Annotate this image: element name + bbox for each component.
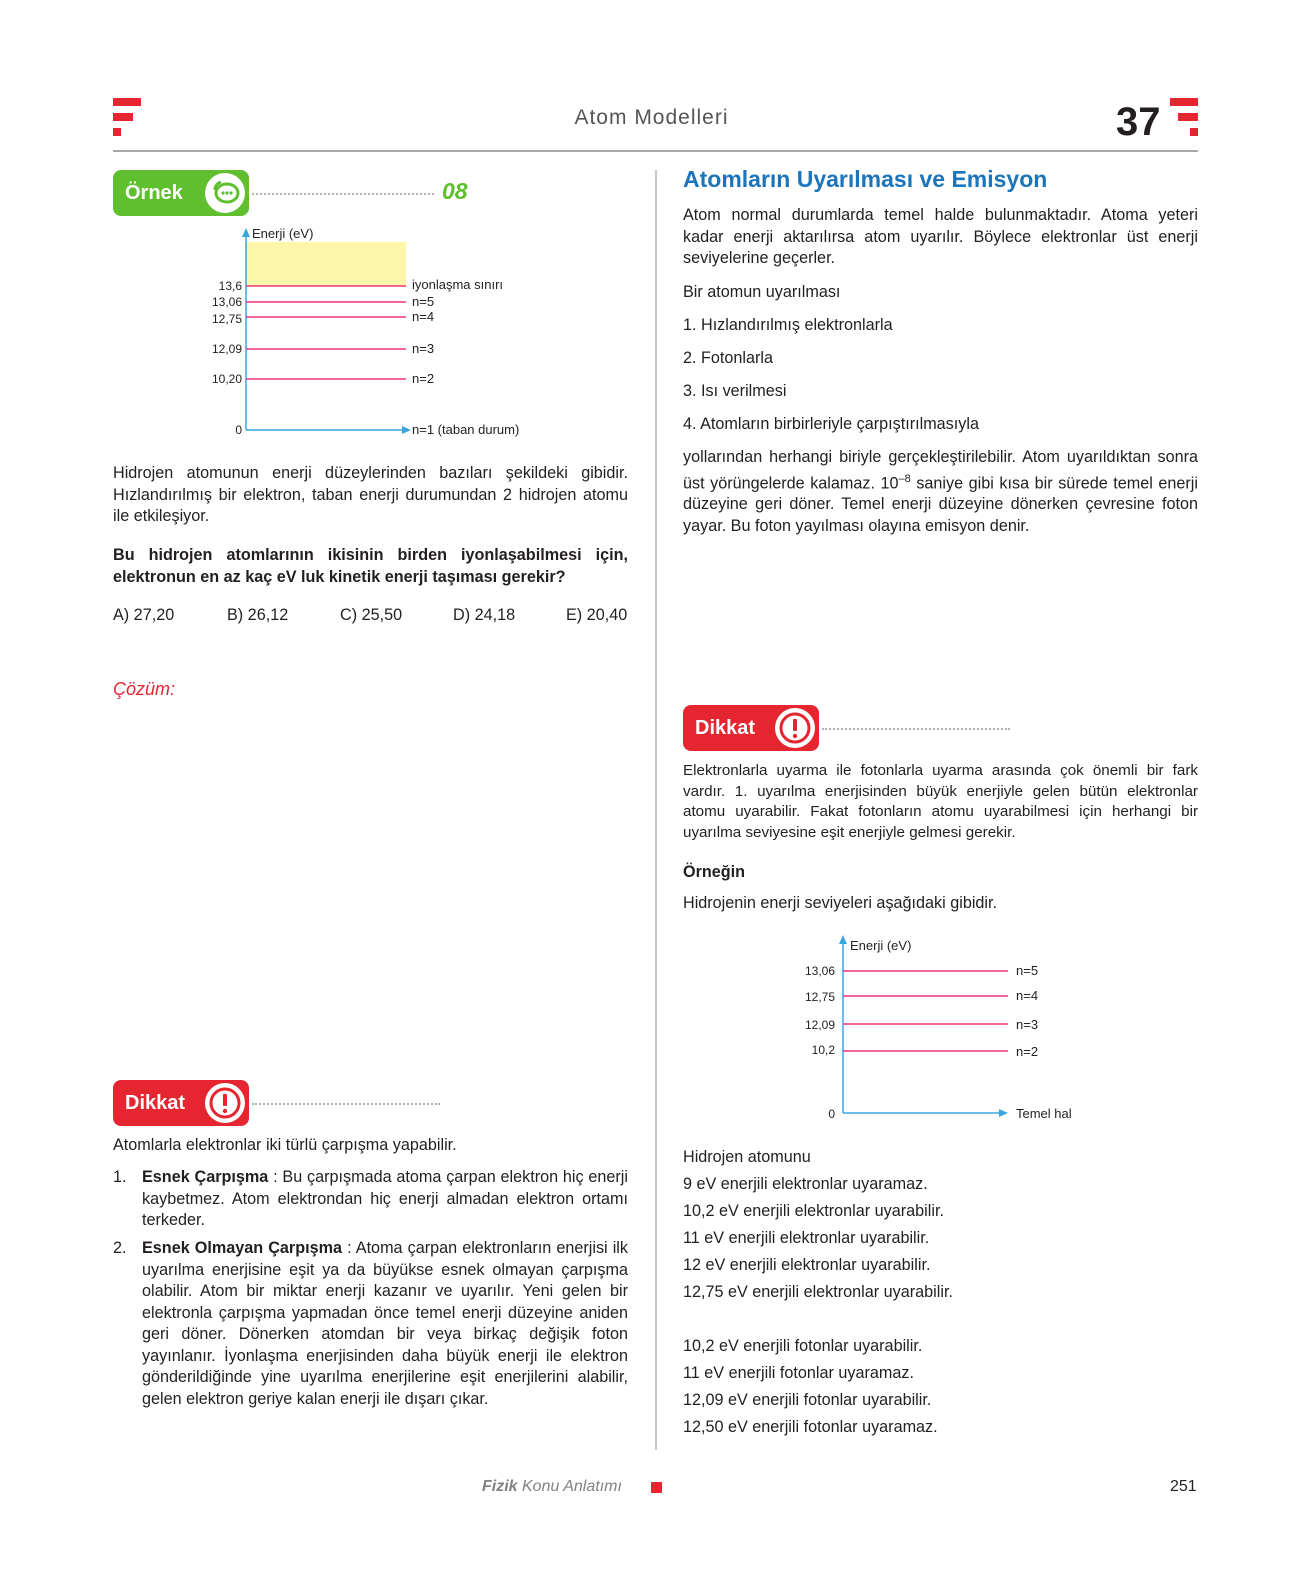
diagram2-axis-label: Enerji (eV) <box>850 938 912 953</box>
exclamation-icon <box>775 708 815 748</box>
level-value: 13,06 <box>804 964 835 978</box>
electron-result: 12,75 eV enerjili elektronlar uyarabilir. <box>683 1283 953 1301</box>
emission-paragraph <box>683 447 1198 537</box>
level-value: 0 <box>235 423 242 437</box>
collision-item-sep: : <box>268 1168 283 1186</box>
photon-result: 12,50 eV enerjili fotonlar uyaramaz. <box>683 1418 938 1436</box>
level-value: 10,20 <box>211 372 242 386</box>
brand-logo-right <box>1170 98 1200 138</box>
photon-result: 10,2 eV enerjili fotonlar uyarabilir. <box>683 1337 923 1355</box>
collision-item-number: 1. <box>113 1168 127 1186</box>
choice-d: D) 24,18 <box>453 606 516 624</box>
emission-text-a: yollarından herhangi biriyle gerçekleştirilebilir. Atom uyarıldıktan sonra üst yörüngelerde kalamaz. 10 <box>683 448 1198 492</box>
example-question: Bu hidrojen atomlarının ikisinin birden iyonlaşabilmesi için, elektronun en az kaç eV luk kinetik enerji taşıması gerekir? <box>113 546 628 586</box>
electron-result: 9 eV enerjili elektronlar uyaramaz. <box>683 1175 928 1193</box>
list-title: Bir atomun uyarılması <box>683 283 841 301</box>
footer-book-title <box>482 1478 622 1496</box>
level-label: n=1 (taban durum) <box>412 422 520 437</box>
example-badge-label: Örnek <box>125 182 183 204</box>
list-item: 1. Hızlandırılmış elektronlarla <box>683 316 893 334</box>
level-row <box>805 963 1038 978</box>
dikkat-badge-left <box>113 1080 249 1126</box>
results-title: Hidrojen atomunu <box>683 1148 811 1166</box>
level-row <box>805 988 1038 1004</box>
list-item: 4. Atomların birbirleriyle çarpıştırılmasıyla <box>683 415 979 433</box>
choice-b: B) 26,12 <box>227 606 289 624</box>
collision-item-text: Bu çarpışmada atoma çarpan elektron hiç enerji kaybetmez. Atom elektrondan hiç enerji almadan elektron ortamı terkeder. <box>142 1168 628 1229</box>
energy-level-diagram-1 <box>190 228 550 448</box>
photon-result: 11 eV enerjili fotonlar uyaramaz. <box>683 1364 914 1382</box>
level-label: n=3 <box>412 341 435 356</box>
electron-result: 10,2 eV enerjili elektronlar uyarabilir. <box>683 1202 944 1220</box>
photon-result: 12,09 eV enerjili fotonlar uyarabilir. <box>683 1391 932 1409</box>
level-label: n=2 <box>1016 1044 1039 1059</box>
footer-square <box>651 1482 662 1493</box>
dikkat-dotted-line-right <box>822 728 1010 730</box>
level-value: 10,2 <box>811 1043 835 1057</box>
level-row <box>805 1017 1038 1032</box>
example-number: 08 <box>442 178 468 204</box>
example-text: Hidrojen atomunun enerji düzeylerinden bazıları şekildeki gibidir. Hızlandırılmış bir elektron, taban enerji durumundan 2 hidrojen atomu ile etkileşiyor. <box>113 464 628 525</box>
level-value: 13,6 <box>218 279 242 293</box>
diagram1-axis-label: Enerji (eV) <box>252 228 314 241</box>
level-label: n=2 <box>412 371 435 386</box>
collision-item-title: Esnek Olmayan Çarpışma <box>142 1239 342 1257</box>
level-label: n=5 <box>1016 963 1039 978</box>
collision-item-title: Esnek Çarpışma <box>142 1168 269 1186</box>
level-label: n=4 <box>412 309 435 324</box>
level-label: iyonlaşma sınırı <box>412 277 504 292</box>
level-value: 12,09 <box>211 342 242 356</box>
collision-item <box>142 1167 628 1232</box>
collision-item-text: Atoma çarpan elektronların enerjisi ilk uyarılma enerjisine eşit ya da büyükse esnek olmayan çarpışma olabilir. Atom bir miktar enerji kazanır ve uyarılır. Yeni gelen bir elektronla çarpışma yapmadan önce temel enerji düzeyine aniden geri döner. Dönerken atomdan bir veya birkaç değişik foton yayınlanır. İyonlaşma enerjisinden daha büyük enerji ile elektron gönderildiğinde yine uyarılma enerjilerine eşit enerjilerini alabilir, gelen elektron geriye kalan enerji ile dışarı çıkar. <box>142 1239 628 1408</box>
level-label: n=5 <box>412 294 435 309</box>
collision-item-number: 2. <box>113 1239 127 1257</box>
level-value: 0 <box>828 1107 835 1121</box>
level-row <box>812 1043 1038 1059</box>
solution-label: Çözüm: <box>113 679 176 699</box>
footer-book-rest: Konu Anlatımı <box>517 1478 622 1495</box>
choice-e: E) 20,40 <box>566 606 628 624</box>
header-rule <box>113 150 1198 152</box>
dikkat-right-text: Elektronlarla uyarma ile fotonlarla uyarma arasında çok önemli bir fark vardır. 1. uyarılma enerjisinden büyük enerjiyle gelen bütün elektronlar atomu uyarabilir. Fakat fotonların atomu uyarabilmesi için herhangi bir uyarılma seviyesine eşit enerjiyle gelmesi gerekir. <box>683 762 1198 841</box>
section-intro: Atom normal durumlarda temel halde bulunmaktadır. Atoma yeteri kadar enerji aktarılırsa atom uyarılır. Böylece elektronlar üst enerji seviyelerine geçerler. <box>683 206 1198 267</box>
collision-item-sep: : <box>342 1239 356 1257</box>
dikkat-intro: Atomlarla elektronlar iki türlü çarpışma yapabilir. <box>113 1136 457 1154</box>
ornegin-text: Hidrojenin enerji seviyeleri aşağıdaki gibidir. <box>683 894 998 912</box>
ornegin-heading: Örneğin <box>683 863 746 881</box>
level-value: 12,09 <box>804 1018 835 1032</box>
ionization-region <box>246 242 406 286</box>
level-value: 13,06 <box>211 295 242 309</box>
exclamation-icon <box>205 1083 245 1123</box>
section-title: Atomların Uyarılması ve Emisyon <box>683 166 1048 192</box>
list-item: 2. Fotonlarla <box>683 349 773 367</box>
chapter-number: 37 <box>1116 100 1161 144</box>
chapter-title: Atom Modelleri <box>574 106 729 129</box>
dikkat-dotted-line-left <box>252 1103 440 1105</box>
emission-text-b: saniye gibi kısa bir sürede temel enerji düzeyine geri döner. Temel enerji düzeyine dönerken çevresine foton yayar. Bu foton yayılması olayına emisyon denir. <box>683 473 1198 535</box>
collision-item <box>142 1238 628 1410</box>
level-label: n=3 <box>1016 1017 1039 1032</box>
dikkat-badge-label: Dikkat <box>125 1092 186 1114</box>
level-value: 12,75 <box>211 312 242 326</box>
energy-level-diagram-2 <box>790 935 1090 1125</box>
list-item: 3. Isı verilmesi <box>683 382 787 400</box>
example-dotted-line <box>252 193 434 195</box>
footer-book-bold: Fizik <box>482 1478 518 1495</box>
level-label: Temel hal <box>1016 1106 1072 1121</box>
speech-bubble-icon <box>205 173 245 213</box>
electron-result: 11 eV enerjili elektronlar uyarabilir. <box>683 1229 930 1247</box>
choice-a: A) 27,20 <box>113 606 175 624</box>
page-number: 251 <box>1170 1478 1197 1495</box>
level-label: n=4 <box>1016 988 1039 1003</box>
emission-exponent: –8 <box>898 472 911 485</box>
dikkat-badge-right <box>683 705 819 751</box>
choice-c: C) 25,50 <box>340 606 403 624</box>
dikkat-badge-label: Dikkat <box>695 717 756 739</box>
example-badge <box>113 170 249 216</box>
column-separator <box>655 170 657 1450</box>
level-value: 12,75 <box>804 990 835 1004</box>
electron-result: 12 eV enerjili elektronlar uyarabilir. <box>683 1256 931 1274</box>
